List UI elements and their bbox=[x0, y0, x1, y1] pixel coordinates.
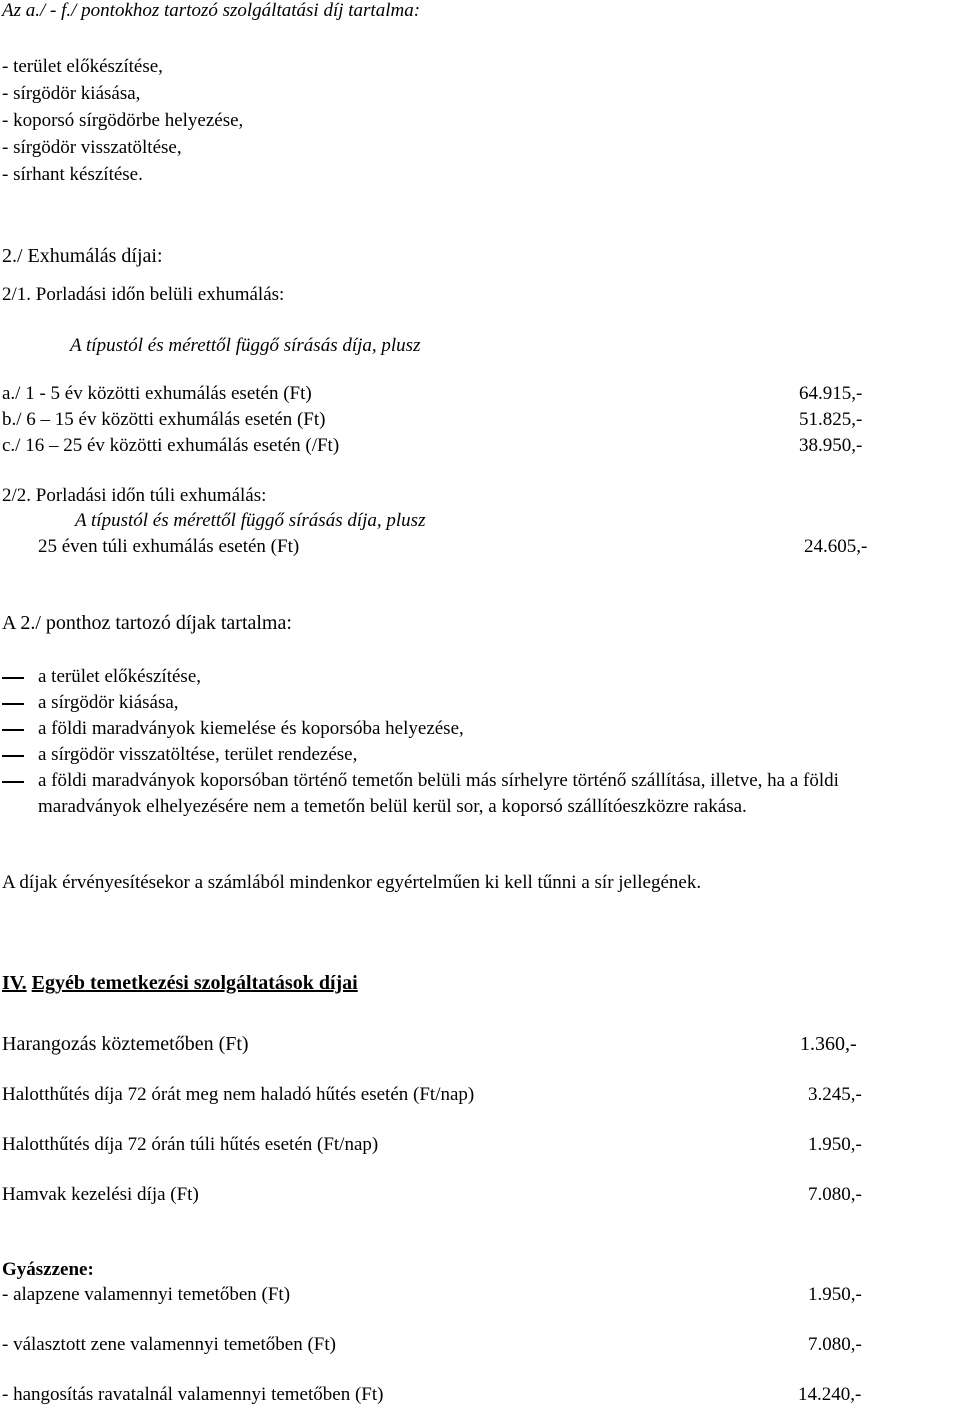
fee-row-amount: 1.950,- bbox=[808, 1134, 862, 1155]
dash-bullet bbox=[2, 755, 24, 757]
subsection-title: 2/2. Porladási időn túli exhumálás: bbox=[2, 485, 267, 506]
fee-row-amount: 7.080,- bbox=[808, 1184, 862, 1205]
section-title: Egyéb temetkezési szolgáltatások díjai bbox=[31, 972, 358, 994]
fee-row-label: - hangosítás ravatalnál valamennyi temetőben (Ft) bbox=[2, 1384, 384, 1405]
section-title: 2./ Exhumálás díjai: bbox=[2, 245, 163, 267]
fee-row-label: Halotthűtés díja 72 órán túli hűtés esetén (Ft/nap) bbox=[2, 1134, 379, 1155]
dash-bullet bbox=[2, 781, 24, 783]
dash-bullet bbox=[2, 677, 24, 679]
list-item-continuation: maradványok elhelyezésére nem a temetőn belül kerül sor, a koporsó szállítóeszközre rakása. bbox=[38, 796, 747, 817]
list-item: - terület előkészítése, bbox=[2, 56, 163, 77]
fees-note: A díjak érvényesítésekor a számlából mindenkor egyértelműen ki kell tűnni a sír jellegének. bbox=[2, 872, 702, 893]
list-item: - sírhant készítése. bbox=[2, 164, 143, 185]
fee-row-label: a./ 1 - 5 év közötti exhumálás esetén (Ft) bbox=[2, 383, 312, 404]
fee-row-label: 25 éven túli exhumálás esetén (Ft) bbox=[38, 536, 300, 557]
fee-row-amount: 24.605,- bbox=[804, 536, 868, 557]
section-number: IV. bbox=[2, 972, 27, 994]
fee-row-label: Harangozás köztemetőben (Ft) bbox=[2, 1033, 249, 1055]
list-item: a földi maradványok kiemelése és koporsóba helyezése, bbox=[38, 718, 464, 739]
music-title: Gyászzene: bbox=[2, 1259, 94, 1280]
section-heading bbox=[2, 972, 358, 994]
list-item: a sírgödör kiásása, bbox=[38, 692, 179, 713]
fee-row-amount: 3.245,- bbox=[808, 1084, 862, 1105]
list-item: a földi maradványok koporsóban történő temetőn belüli más sírhelyre történő szállítása, illetve, ha a földi bbox=[38, 770, 839, 791]
fee-row-amount: 64.915,- bbox=[799, 383, 863, 404]
fee-row-amount: 14.240,- bbox=[798, 1384, 862, 1405]
subsection-note: A típustól és mérettől függő sírásás díja, plusz bbox=[70, 335, 421, 356]
list-item: a terület előkészítése, bbox=[38, 666, 202, 687]
subsection-title: 2/1. Porladási időn belüli exhumálás: bbox=[2, 284, 285, 305]
fee-row-label: b./ 6 – 15 év közötti exhumálás esetén (Ft) bbox=[2, 409, 326, 430]
dash-bullet bbox=[2, 703, 24, 705]
fee-row-label: - alapzene valamennyi temetőben (Ft) bbox=[2, 1284, 291, 1305]
fee-row-amount: 7.080,- bbox=[808, 1334, 862, 1355]
fee-row-label: c./ 16 – 25 év közötti exhumálás esetén (/Ft) bbox=[2, 435, 340, 456]
list-item: - koporsó sírgödörbe helyezése, bbox=[2, 110, 244, 131]
list-item: - sírgödör visszatöltése, bbox=[2, 137, 182, 158]
fee-row-label: Hamvak kezelési díja (Ft) bbox=[2, 1184, 199, 1205]
list-item: a sírgödör visszatöltése, terület rendezése, bbox=[38, 744, 358, 765]
fee-row-amount: 1.360,- bbox=[800, 1033, 857, 1055]
header-line: Az a./ - f./ pontokhoz tartozó szolgáltatási díj tartalma: bbox=[2, 0, 421, 21]
fee-row-label: Halotthűtés díja 72 órát meg nem haladó hűtés esetén (Ft/nap) bbox=[2, 1084, 475, 1105]
section-title: A 2./ ponthoz tartozó díjak tartalma: bbox=[2, 612, 292, 634]
dash-bullet bbox=[2, 729, 24, 731]
fee-row-amount: 38.950,- bbox=[799, 435, 863, 456]
list-item: - sírgödör kiásása, bbox=[2, 83, 141, 104]
subsection-note: A típustól és mérettől függő sírásás díja, plusz bbox=[75, 510, 426, 531]
fee-row-amount: 51.825,- bbox=[799, 409, 863, 430]
fee-row-amount: 1.950,- bbox=[808, 1284, 862, 1305]
fee-row-label: - választott zene valamennyi temetőben (Ft) bbox=[2, 1334, 336, 1355]
